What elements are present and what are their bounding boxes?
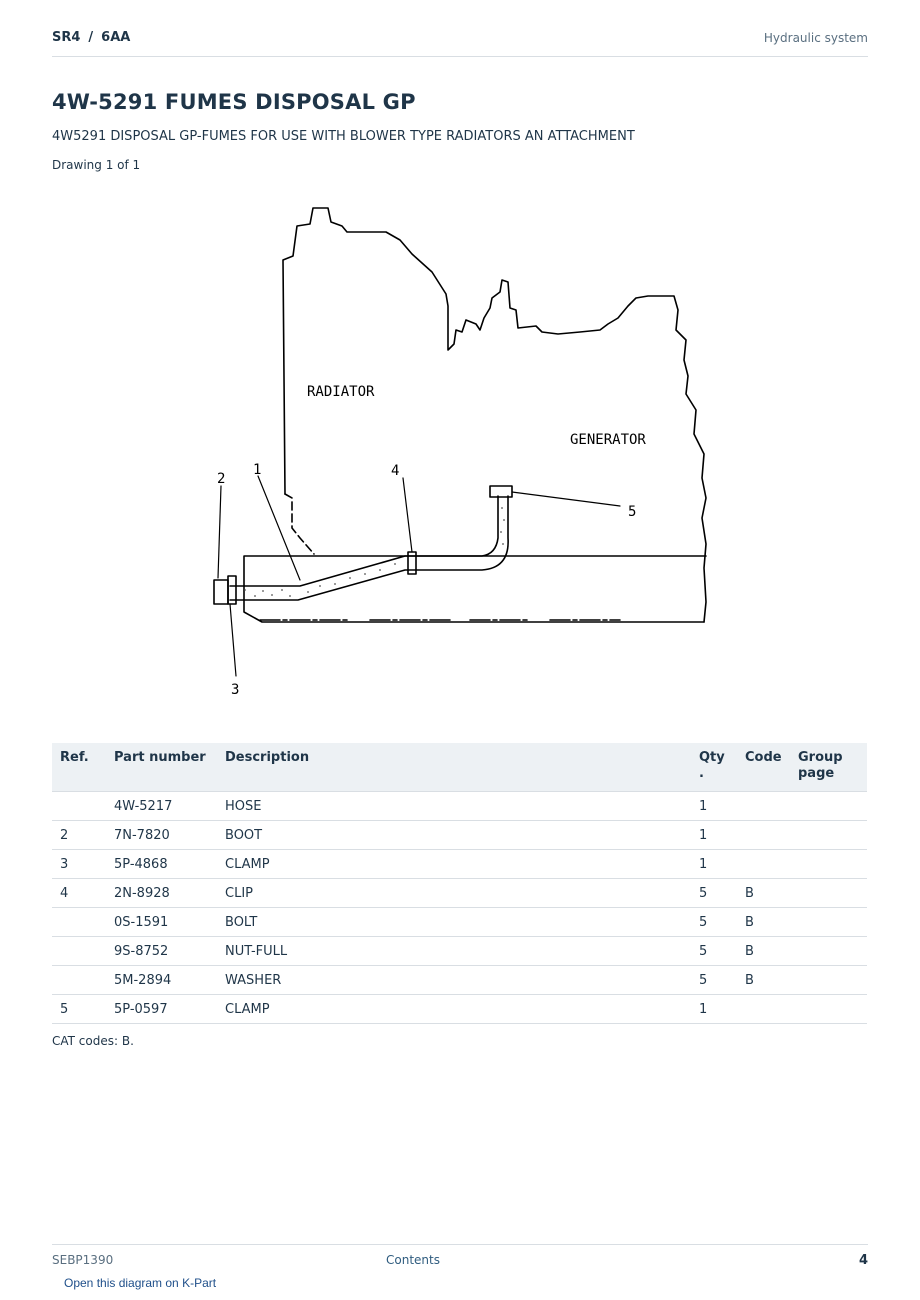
cell-description: CLIP (217, 879, 691, 908)
cell-description: CLAMP (217, 995, 691, 1024)
table-row (52, 792, 867, 821)
callout-3[interactable]: 3 (231, 682, 240, 698)
col-ref: Ref. (52, 743, 106, 792)
cell-qty: 1 (691, 995, 737, 1024)
hose-texture (244, 507, 505, 597)
page-number: 4 (858, 1253, 868, 1268)
cell-group-page (790, 908, 867, 937)
col-qty: Qty . (691, 743, 737, 792)
cell-group-page (790, 966, 867, 995)
cell-code (737, 850, 790, 879)
leader-5 (512, 492, 620, 506)
cell-description: BOLT (217, 908, 691, 937)
table-row (52, 879, 867, 908)
cell-part-number[interactable]: 0S-1591 (106, 908, 217, 937)
breadcrumb-separator: / (88, 30, 94, 45)
table-row (52, 937, 867, 966)
cell-qty: 1 (691, 792, 737, 821)
cell-part-number[interactable]: 5P-0597 (106, 995, 217, 1024)
table-row (52, 966, 867, 995)
cell-ref (52, 908, 106, 937)
col-code: Code (737, 743, 790, 792)
cell-description: WASHER (217, 966, 691, 995)
cell-code (737, 792, 790, 821)
cell-ref (52, 792, 106, 821)
cell-group-page (790, 937, 867, 966)
leader-2 (218, 486, 221, 578)
cell-qty: 5 (691, 937, 737, 966)
cat-codes-note: CAT codes: B. (52, 1034, 134, 1048)
callout-1[interactable]: 1 (253, 462, 262, 478)
document-id: SEBP1390 (52, 1253, 114, 1267)
leader-3 (230, 604, 236, 676)
col-description: Description (217, 743, 691, 792)
callout-5[interactable]: 5 (628, 504, 637, 520)
section-name: Hydraulic system (763, 31, 868, 45)
cell-ref (52, 937, 106, 966)
cell-part-number[interactable]: 7N-7820 (106, 821, 217, 850)
breadcrumb (52, 30, 130, 45)
col-part-number: Part number (106, 743, 217, 792)
cell-part-number[interactable]: 5P-4868 (106, 850, 217, 879)
breadcrumb-model[interactable]: SR4 (52, 30, 81, 45)
cell-description: NUT-FULL (217, 937, 691, 966)
drawing-label: Drawing 1 of 1 (52, 158, 141, 172)
cell-part-number[interactable]: 5M-2894 (106, 966, 217, 995)
cell-part-number[interactable]: 2N-8928 (106, 879, 217, 908)
cell-group-page (790, 821, 867, 850)
page-footer (52, 1244, 868, 1275)
breadcrumb-prefix[interactable]: 6AA (101, 30, 131, 45)
callout-2[interactable]: 2 (217, 471, 226, 487)
cell-code: B (737, 879, 790, 908)
cell-ref: 5 (52, 995, 106, 1024)
exhaust-pipe (230, 496, 508, 600)
cell-group-page (790, 879, 867, 908)
cell-group-page (790, 792, 867, 821)
callout-4[interactable]: 4 (391, 463, 400, 479)
cell-ref: 2 (52, 821, 106, 850)
cell-description: BOOT (217, 821, 691, 850)
cell-code (737, 995, 790, 1024)
cell-description: HOSE (217, 792, 691, 821)
radiator-lower-edge (285, 494, 314, 554)
col-group-page: Group page (790, 743, 867, 792)
cell-code: B (737, 937, 790, 966)
kpart-link[interactable]: Open this diagram on K-Part (64, 1276, 217, 1290)
page-subtitle: 4W5291 DISPOSAL GP-FUMES FOR USE WITH BLOWER TYPE RADIATORS AN ATTACHMENT (52, 129, 635, 144)
cell-code: B (737, 966, 790, 995)
cell-qty: 5 (691, 908, 737, 937)
contents-link[interactable]: Contents (386, 1253, 440, 1267)
radiator-outline (283, 208, 706, 622)
table-row (52, 908, 867, 937)
cell-qty: 5 (691, 966, 737, 995)
parts-table (52, 743, 867, 1024)
leader-1 (258, 476, 300, 580)
cell-qty: 1 (691, 821, 737, 850)
parts-diagram (200, 198, 720, 708)
page-header (52, 28, 868, 57)
cell-part-number[interactable]: 4W-5217 (106, 792, 217, 821)
page-title: 4W-5291 FUMES DISPOSAL GP (52, 90, 416, 114)
table-header-row (52, 743, 867, 792)
table-row (52, 821, 867, 850)
base-frame (244, 556, 706, 622)
cell-code (737, 821, 790, 850)
cell-description: CLAMP (217, 850, 691, 879)
cell-code: B (737, 908, 790, 937)
table-row (52, 850, 867, 879)
cell-qty: 5 (691, 879, 737, 908)
cell-part-number[interactable]: 9S-8752 (106, 937, 217, 966)
cell-ref (52, 966, 106, 995)
leader-4 (403, 478, 412, 552)
cell-group-page (790, 850, 867, 879)
generator-label: GENERATOR (570, 432, 646, 448)
cell-ref: 4 (52, 879, 106, 908)
radiator-label: RADIATOR (307, 384, 375, 400)
cell-group-page (790, 995, 867, 1024)
cell-ref: 3 (52, 850, 106, 879)
cell-qty: 1 (691, 850, 737, 879)
table-row (52, 995, 867, 1024)
